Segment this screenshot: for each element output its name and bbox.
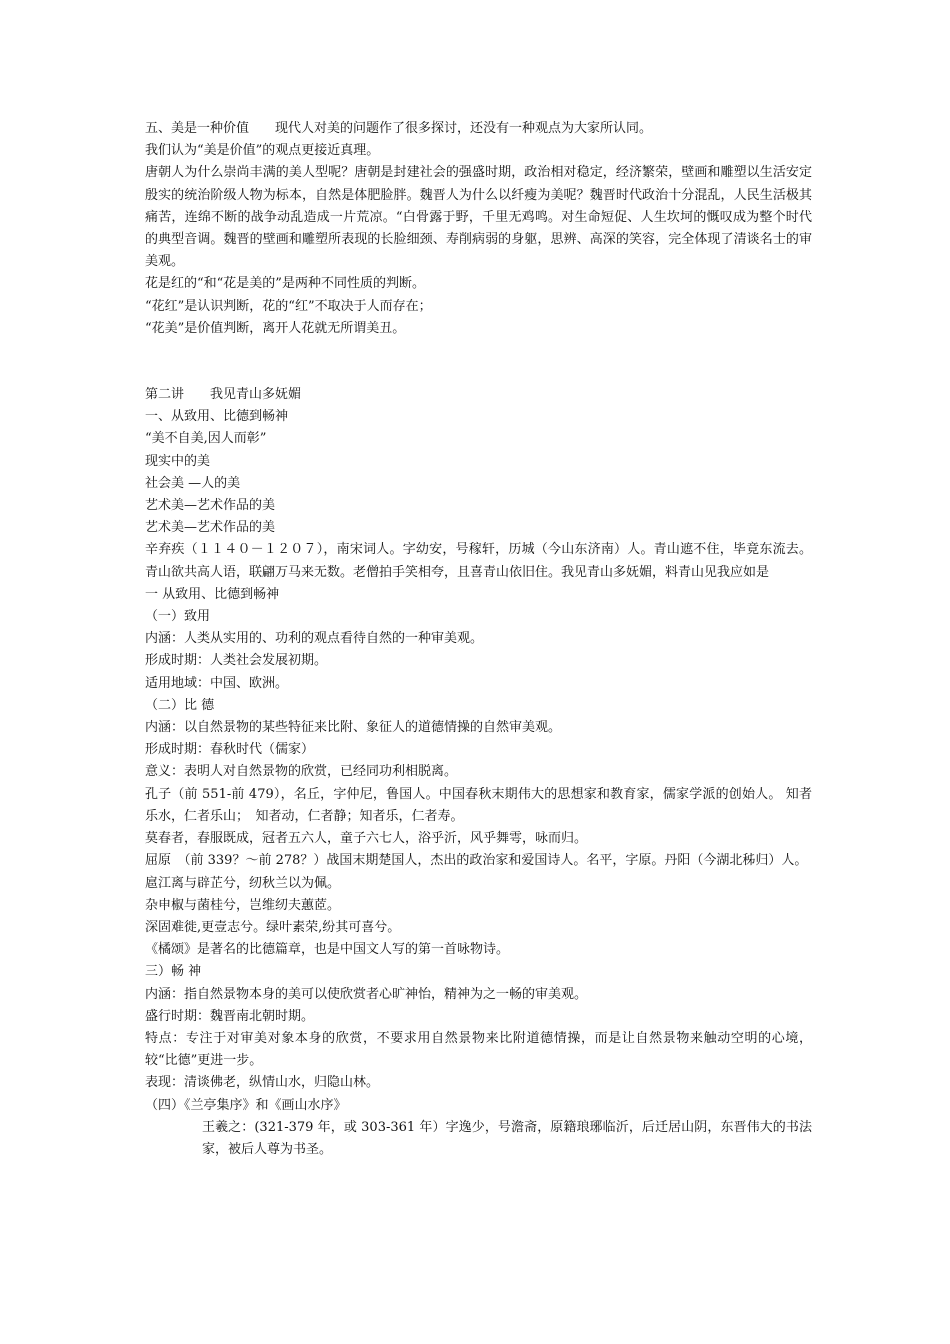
paragraph: 适用地域：中国、欧洲。 bbox=[145, 675, 289, 691]
paragraph: “花红”是认识判断，花的“红”不取决于人而存在； bbox=[145, 298, 432, 314]
paragraph: “美不自美,因人而彰” bbox=[145, 431, 267, 447]
paragraph: 我们认为“美是价值”的观点更接近真理。 bbox=[145, 143, 380, 159]
paragraph: “花美”是价值判断，离开人花就无所谓美丑。 bbox=[145, 320, 406, 336]
paragraph: （二）比 德 bbox=[145, 697, 215, 713]
paragraph: 内涵：以自然景物的某些特征来比附、象征人的道德情操的自然审美观。 bbox=[145, 720, 562, 736]
paragraph: 辛弃疾（１１４０－１２０７），南宋词人。字幼安，号稼轩，历城（今山东济南）人。青山遮不住，毕竟东流去。青山欲共高人语，联翩万马来无数。老僧拍手笑相夸，且喜青山依旧住。我见青山多妩媚，料青山见我应如是 bbox=[145, 542, 812, 580]
paragraph: 内涵：指自然景物本身的美可以使欣赏者心旷神怡，精神为之一畅的审美观。 bbox=[145, 986, 588, 1002]
paragraph: 扈江离与辟芷兮，纫秋兰以为佩。 bbox=[145, 875, 341, 891]
paragraph: （一）致用 bbox=[145, 609, 211, 625]
paragraph: 现实中的美 bbox=[145, 453, 211, 469]
paragraph: 深固难徙,更壹志兮。绿叶素荣,纷其可喜兮。 bbox=[145, 919, 401, 935]
paragraph: （四）《兰亭集序》和《画山水序》 bbox=[145, 1097, 347, 1113]
section-lecture-two bbox=[145, 384, 812, 1161]
paragraph: 社会美 —人的美 bbox=[145, 475, 241, 491]
paragraph: 表现：清谈佛老，纵情山水，归隐山林。 bbox=[145, 1075, 380, 1091]
lecture-title: 第二讲 我见青山多妩媚 bbox=[145, 387, 302, 403]
section-spacer bbox=[145, 340, 812, 384]
paragraph: 内涵：人类从实用的、功利的观点看待自然的一种审美观。 bbox=[145, 631, 484, 647]
paragraph: 三）畅 神 bbox=[145, 964, 202, 980]
paragraph: 形成时期：春秋时代（儒家） bbox=[145, 742, 315, 758]
paragraph: 一 从致用、比德到畅神 bbox=[145, 586, 280, 602]
paragraph: 花是红的“和“花是美的”是两种不同性质的判断。 bbox=[145, 276, 425, 292]
paragraph: 杂申椒与菌桂兮，岂维纫夫蕙茝。 bbox=[145, 897, 341, 913]
paragraph: 《橘颂》是著名的比德篇章，也是中国文人写的第一首咏物诗。 bbox=[145, 942, 510, 958]
paragraph: 唐朝人为什么崇尚丰满的美人型呢？唐朝是封建社会的强盛时期，政治相对稳定，经济繁荣，壁画和雕塑以生活安定殷实的统治阶级人物为标本，自然是体肥脸胖。魏晋人为什么以纤瘦为美呢？魏晋时代政治十分混乱，人民生活极其痛苦，连绵不断的战争动乱造成一片荒凉。“白骨露于野，千里无鸡鸣。对生命短促、人生坎坷的慨叹成为整个时代的典型音调。魏晋的壁画和雕塑所表现的长脸细颈、寿削病弱的身躯，思辨、高深的笑容，完全体现了清谈名士的审美观。 bbox=[145, 165, 812, 270]
paragraph: 一、从致用、比德到畅神 bbox=[145, 409, 289, 425]
paragraph: 意义：表明人对自然景物的欣赏，已经同功利相脱离。 bbox=[145, 764, 458, 780]
paragraph: 特点：专注于对审美对象本身的欣赏，不要求用自然景物来比附道德情操，而是让自然景物来触动空明的心境，较“比德”更进一步。 bbox=[145, 1030, 812, 1069]
heading-beauty-value: 五、美是一种价值 现代人对美的问题作了很多探讨，还没有一种观点为大家所认同。 bbox=[145, 121, 653, 136]
paragraph: 艺术美—艺术作品的美 bbox=[145, 520, 276, 536]
paragraph: 孔子（前 551-前 479），名丘，字仲尼，鲁国人。中国春秋末期伟大的思想家和教育家，儒家学派的创始人。 知者乐水，仁者乐山； 知者动，仁者静；知者乐，仁者寿。 bbox=[145, 786, 812, 824]
paragraph: 艺术美—艺术作品的美 bbox=[145, 498, 276, 514]
paragraph: 盛行时期：魏晋南北朝时期。 bbox=[145, 1008, 315, 1024]
document-page bbox=[145, 118, 812, 1161]
paragraph: 屈原 （前 339？～前 278？）战国末期楚国人，杰出的政治家和爱国诗人。名平，字原。丹阳（今湖北秭归）人。 bbox=[145, 853, 808, 869]
section-beauty-is-value bbox=[145, 118, 812, 340]
paragraph: 形成时期：人类社会发展初期。 bbox=[145, 653, 328, 669]
paragraph: 莫春者，春服既成，冠者五六人，童子六七人，浴乎沂，风乎舞雩，咏而归。 bbox=[145, 831, 588, 847]
indented-paragraph: 王羲之：(321-379 年，或 303-361 年）字逸少，号澹斋，原籍琅琊临沂，后迁居山阴，东晋伟大的书法家，被后人尊为书圣。 bbox=[202, 1119, 812, 1157]
